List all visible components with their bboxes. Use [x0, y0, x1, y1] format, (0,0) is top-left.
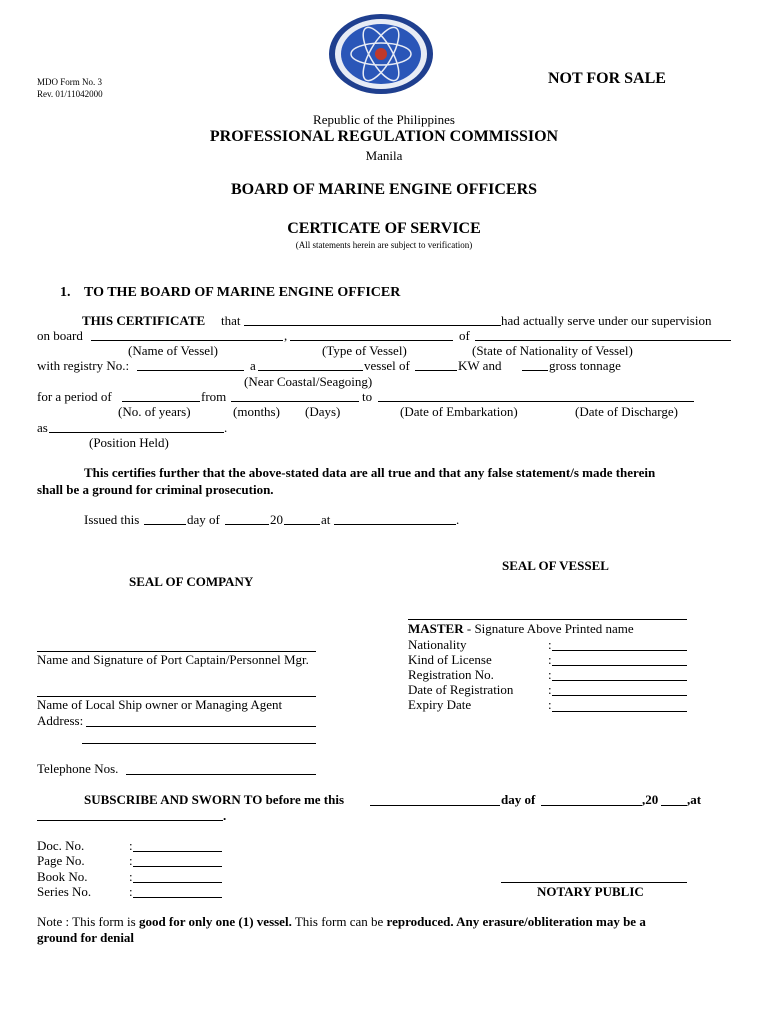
series-no-field[interactable] [133, 897, 222, 898]
telephone-field[interactable] [126, 774, 316, 775]
coastal-caption: (Near Coastal/Seagoing) [244, 374, 373, 389]
note-line-1 [37, 914, 646, 930]
period-years-field[interactable] [122, 401, 200, 402]
position-caption: (Position Held) [89, 435, 169, 450]
revision-number: Rev. 01/11042000 [37, 89, 103, 99]
master-field-expiry: Expiry Date [408, 697, 472, 712]
colon: : [548, 652, 552, 667]
on-board-label: on board [37, 328, 83, 343]
series-no-label: Series No. [37, 884, 92, 899]
type-of-vessel-caption: (Type of Vessel) [322, 343, 407, 358]
years-caption: (No. of years) [118, 404, 191, 419]
colon: : [548, 667, 552, 682]
master-field-license: Kind of License [408, 652, 492, 667]
colon: : [129, 838, 133, 853]
kw-field[interactable] [415, 370, 457, 371]
notary-signature-line[interactable] [501, 882, 687, 883]
issued-at-label: at [321, 512, 331, 527]
date-discharge-field[interactable] [378, 401, 694, 402]
page-title: CERTICATE OF SERVICE [287, 220, 481, 237]
embarkation-caption: (Date of Embarkation) [400, 404, 518, 419]
seal-of-company: SEAL OF COMPANY [129, 574, 254, 589]
note-bold-1: good for only one (1) vessel. [138, 914, 292, 929]
book-no-label: Book No. [37, 869, 88, 884]
issued-day-of-label: day of [187, 512, 220, 527]
this-certificate-label: THIS CERTIFICATE [82, 313, 206, 328]
sworn-dot: . [223, 808, 227, 823]
sworn-text: SUBSCRIBE AND SWORN TO before me this [84, 792, 345, 807]
issued-dot: . [456, 512, 460, 527]
as-period: . [224, 420, 228, 435]
issued-year-field[interactable] [284, 524, 320, 525]
address-field-1[interactable] [86, 726, 316, 727]
had-served-text: had actually serve under our supervision [501, 313, 712, 328]
sworn-year-prefix: ,20 [642, 792, 659, 807]
page-no-field[interactable] [133, 866, 222, 867]
master-field-registration: Registration No. [408, 667, 494, 682]
page-subtitle: (All statements herein are subject to verification) [295, 240, 473, 250]
period-label: for a period of [37, 389, 112, 404]
as-label: as [37, 420, 48, 435]
comma-sep: , [284, 328, 288, 343]
date-embarkation-field[interactable] [231, 401, 359, 402]
issued-day-field[interactable] [144, 524, 186, 525]
registration-field[interactable] [552, 680, 687, 681]
seafarer-name-field[interactable] [244, 325, 501, 326]
registration-date-field[interactable] [552, 695, 687, 696]
sworn-month-field[interactable] [541, 805, 642, 806]
colon: : [548, 637, 552, 652]
master-label-row [408, 621, 634, 637]
gross-tonnage-label: gross tonnage [549, 358, 621, 373]
republic-line: Republic of the Philippines [313, 112, 455, 127]
sworn-day-of: day of [501, 792, 536, 807]
prc-seal-logo [326, 12, 436, 96]
vessel-of-label: vessel of [364, 358, 410, 373]
owner-caption: Name of Local Ship owner or Managing Agent [37, 697, 283, 712]
colon: : [548, 682, 552, 697]
master-label: MASTER [408, 621, 464, 636]
port-captain-caption: Name and Signature of Port Captain/Personnel Mgr. [37, 652, 309, 667]
master-desc: - Signature Above Printed name [463, 621, 634, 636]
to-label: to [362, 389, 373, 404]
address-label: Address: [37, 713, 84, 728]
registry-label: with registry No.: [37, 358, 130, 373]
of-label: of [459, 328, 470, 343]
nationality-field[interactable] [552, 650, 687, 651]
vessel-type-field[interactable] [290, 340, 453, 341]
note-bold-2: reproduced. Any erasure/obliteration may be a [386, 914, 646, 929]
notary-public-label: NOTARY PUBLIC [537, 884, 644, 899]
gross-tonnage-field[interactable] [522, 370, 548, 371]
from-label: from [201, 389, 227, 404]
section-number: 1. [60, 285, 71, 300]
expiry-date-field[interactable] [552, 711, 687, 712]
vessel-name-field[interactable] [91, 340, 283, 341]
colon: : [129, 853, 133, 868]
license-field[interactable] [552, 665, 687, 666]
doc-no-field[interactable] [133, 851, 222, 852]
not-for-sale: NOT FOR SALE [548, 70, 666, 87]
seal-of-vessel: SEAL OF VESSEL [502, 558, 609, 573]
colon: : [548, 697, 552, 712]
that-label: that [221, 313, 241, 328]
sworn-at: ,at [687, 792, 702, 807]
note-prefix: Note : This form is [37, 914, 139, 929]
note-mid: This form can be [291, 914, 387, 929]
colon: : [129, 884, 133, 899]
coastal-seagoing-field[interactable] [258, 370, 363, 371]
position-held-field[interactable] [49, 432, 224, 433]
telephone-label: Telephone Nos. [37, 761, 119, 776]
sworn-place-field[interactable] [37, 820, 223, 821]
registry-number-field[interactable] [137, 370, 244, 371]
certifies-line-1: This certifies further that the above-stated data are all true and that any false statement/s made therein [84, 465, 656, 480]
city-line: Manila [365, 148, 403, 163]
colon: : [129, 869, 133, 884]
a-label: a [250, 358, 256, 373]
book-no-field[interactable] [133, 882, 222, 883]
name-of-vessel-caption: (Name of Vessel) [128, 343, 219, 358]
page-no-label: Page No. [37, 853, 85, 868]
note-line-2: ground for denial [37, 930, 135, 945]
form-number: MDO Form No. 3 [37, 77, 103, 87]
sworn-day-field[interactable] [370, 805, 500, 806]
certifies-line-2: shall be a ground for criminal prosecution. [37, 482, 274, 497]
kw-and-label: KW and [458, 358, 502, 373]
discharge-caption: (Date of Discharge) [575, 404, 678, 419]
section-heading: TO THE BOARD OF MARINE ENGINE OFFICER [84, 285, 401, 300]
doc-no-label: Doc. No. [37, 838, 85, 853]
issued-year-prefix: 20 [270, 512, 283, 527]
sworn-year-field[interactable] [661, 805, 687, 806]
issued-this-label: Issued this [84, 512, 140, 527]
master-field-nationality: Nationality [408, 637, 467, 652]
nationality-caption: (State of Nationality of Vessel) [472, 343, 633, 358]
board-name: BOARD OF MARINE ENGINE OFFICERS [230, 181, 538, 198]
commission-name: PROFESSIONAL REGULATION COMMISSION [209, 128, 559, 145]
master-field-registration-date: Date of Registration [408, 682, 514, 697]
address-field-2[interactable] [82, 743, 316, 744]
issued-place-field[interactable] [334, 524, 456, 525]
master-signature-line[interactable] [408, 619, 687, 620]
vessel-nationality-field[interactable] [475, 340, 731, 341]
issued-month-field[interactable] [225, 524, 269, 525]
days-caption: (Days) [305, 404, 341, 419]
months-caption: (months) [233, 404, 280, 419]
